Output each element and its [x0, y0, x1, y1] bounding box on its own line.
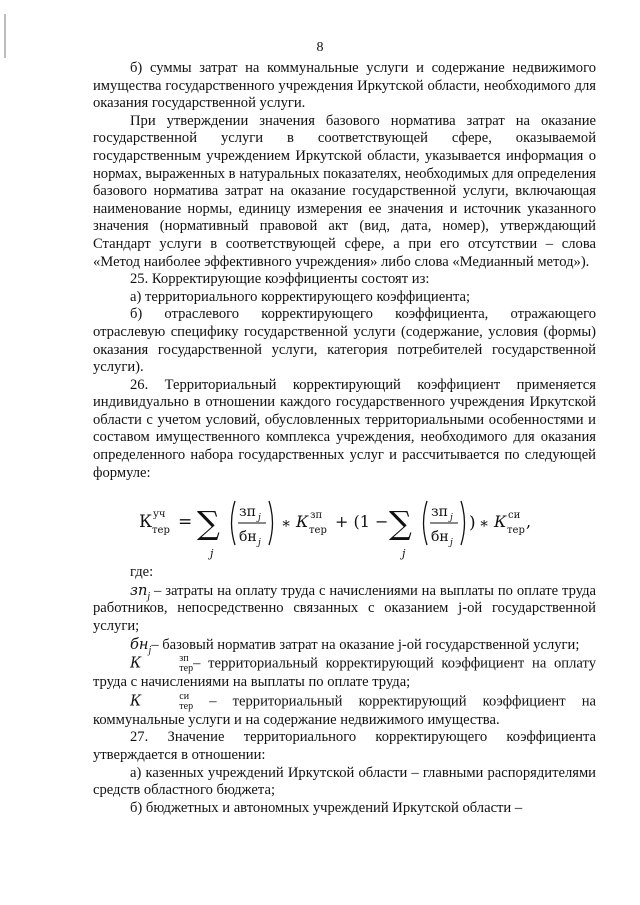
formula-close-paren: ): [468, 513, 476, 534]
svg-text:j: j: [257, 513, 261, 524]
intro-item-b: б) суммы затрат на коммунальные услуги и содержание недвижимого имущества государственного учреждения Иркутской области, необходимого для оказания государственной услуги.: [93, 60, 596, 112]
definition-zp-symbol: зп: [130, 581, 148, 599]
svg-text:j: j: [449, 513, 453, 524]
definition-zp: [93, 582, 596, 636]
formula-comma: ,: [525, 512, 531, 532]
formula-k-si: К: [493, 512, 506, 532]
formula-sigma-1: ∑: [196, 504, 220, 543]
svg-text:j: j: [257, 538, 261, 549]
section-27-text: 27. Значение территориального корректирующего коэффициента утверждается в отношении:: [93, 729, 596, 763]
formula-k-si-sub: тер: [506, 525, 525, 537]
formula-sigma-2: ∑: [388, 504, 412, 543]
definition-k-si-symbol: К: [130, 692, 142, 710]
svg-text:j: j: [449, 538, 453, 549]
definition-k-si-sub: тер: [179, 700, 194, 712]
formula-frac2-den: бн: [430, 529, 449, 546]
section-25-heading: 25. Корректирующие коэффициенты состоят из:: [130, 271, 430, 288]
where-label: где:: [130, 564, 154, 581]
definition-bn-sub: j: [148, 644, 152, 656]
formula-k-si-sup: си: [507, 510, 520, 522]
formula-lhs-base: К: [138, 512, 152, 533]
section-25-item-b: б) отраслевого корректирующего коэффициента, отражающего отраслевую специфику государственной услуги (содержание, условия (формы) оказания государственной услуги, категория потребителей государственной услуги).: [93, 306, 596, 376]
section-25-item-a: а) территориального корректирующего коэффициента;: [130, 288, 471, 305]
intro-paragraph: При утверждении значения базового норматива затрат на оказание государственной услуги в соответствующей сфере, оказываемой государственным учреждением Иркутской области, указывается информация о нормах, выраженных в натуральных показателях, необходимых для определения базового норматива затрат на оказание государственной услуги, включающая наименование нормы, единицу измерения ее значения и источник указанного значения (нормативный правовой акт (вид, дата, номер), утверждающий Стандарт услуги в соответствующей сфере, а при его отсутствии – слова «Метод наиболее эффективного учреждения» либо слова «Медианный метод»).: [93, 112, 596, 270]
definition-k-zp-sup: зп: [179, 653, 189, 665]
definition-zp-sub: j: [147, 590, 151, 602]
formula-k-zp: К: [295, 512, 308, 532]
section-27-item-b: б) бюджетных и автономных учреждений Иркутской области –: [130, 799, 523, 816]
definition-bn-text: – базовый норматив затрат на оказание j-ой государственной услуги;: [151, 636, 580, 653]
definition-k-zp-sub: тер: [179, 663, 194, 675]
definition-bn: [93, 636, 596, 655]
definition-bn-symbol: бн: [130, 635, 149, 653]
formula-times-2: ∗: [478, 514, 489, 533]
definition-k-si-text: – территориальный корректирующий коэффициент на коммунальные услуги и на содержание недвижимого имущества.: [93, 693, 596, 728]
formula-index-2: j: [401, 547, 405, 561]
section-27-item-a: а) казенных учреждений Иркутской области – главными распорядителями средств областного бюджета;: [93, 764, 596, 799]
formula-lhs-sup: уч: [152, 509, 165, 521]
definition-zp-text: – затраты на оплату труда с начислениями на выплаты по оплате труда работников, непосредственно связанных с оказанием j-ой государственной услуги;: [93, 582, 596, 635]
definition-k-si: [93, 692, 596, 730]
formula-frac1-den: бн: [238, 529, 257, 546]
document-body: [93, 60, 596, 817]
formula-index-1: j: [209, 547, 213, 561]
territorial-coefficient-formula: [93, 485, 596, 563]
formula-frac2-num: зп: [430, 504, 448, 521]
definition-k-zp-symbol: К: [130, 654, 142, 672]
definition-k-si-sup: си: [179, 690, 190, 702]
definition-k-zp: [93, 654, 596, 692]
section-26-text: 26. Территориальный корректирующий коэффициент применяется индивидуально в отношении каждого государственного учреждения Иркутской области с учетом условий, обусловленных территориальными особенностями и составом имущественного комплекса учреждения, необходимого для оказания определенного набора государственных услуг и рассчитывается по следующей формуле:: [93, 376, 596, 481]
formula-lhs-sub: тер: [151, 525, 170, 537]
definition-k-zp-text: – территориальный корректирующий коэффициент на оплату труда с начислениями на выплаты по оплате труда;: [93, 655, 596, 691]
formula-frac1-num: зп: [238, 504, 256, 521]
formula-plus-open: + (1 −: [334, 512, 388, 532]
page-number: 8: [316, 40, 324, 55]
formula-k-zp-sup: зп: [309, 510, 322, 522]
formula-times-1: ∗: [280, 514, 291, 533]
formula-equals: =: [177, 512, 192, 533]
formula-k-zp-sub: тер: [308, 525, 327, 537]
